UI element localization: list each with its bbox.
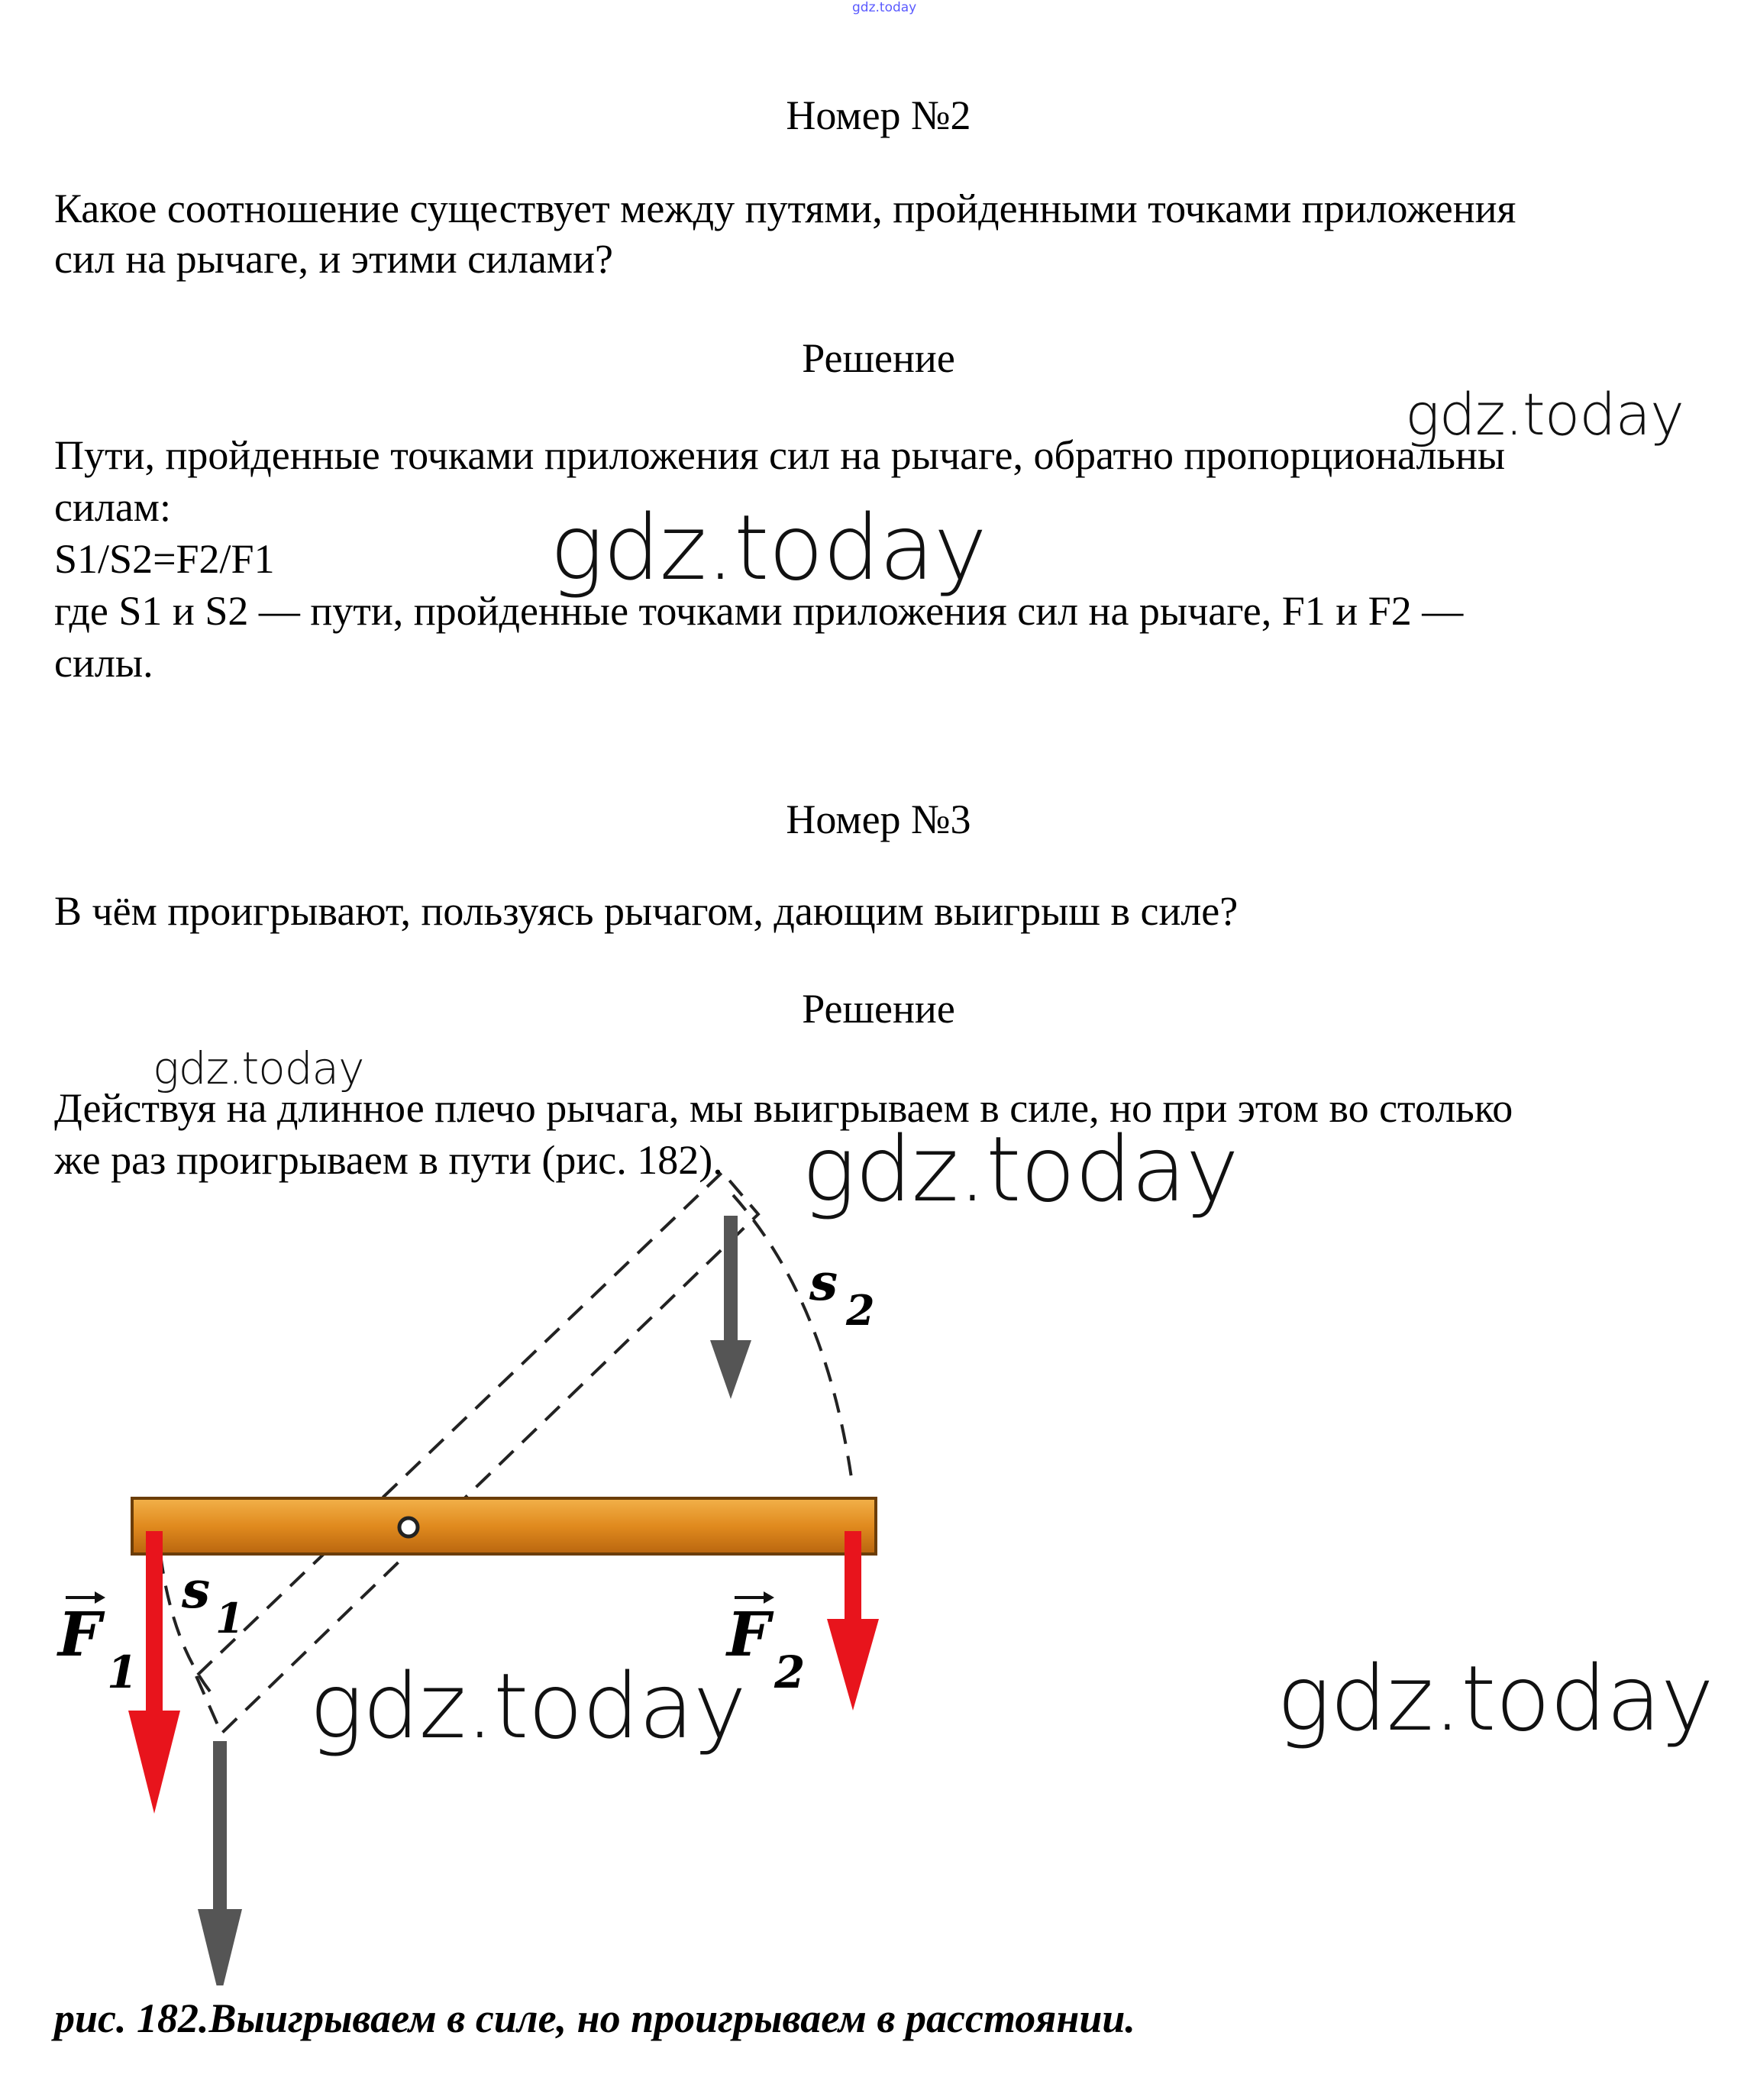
watermark-5: gdz.today xyxy=(309,1653,746,1759)
watermark-2: gdz.today xyxy=(550,495,987,600)
task2-answer-line2: силам: xyxy=(54,484,171,530)
task2-formula: S1/S2=F2/F1 xyxy=(54,536,275,582)
watermark-1: gdz.today xyxy=(1405,380,1684,448)
task2-solution-heading: Решение xyxy=(802,335,955,381)
label-s2-sub: 2 xyxy=(846,1286,875,1335)
rotated-lever-outline xyxy=(196,1172,758,1733)
task3-solution-heading: Решение xyxy=(802,986,955,1032)
displacement-arrow-top xyxy=(710,1216,751,1399)
label-f2: F xyxy=(727,1598,770,1670)
lever-bar xyxy=(132,1498,876,1554)
task2-answer-line4: где S1 и S2 — пути, пройденные точками приложения сил на рычаге, F1 и F2 — xyxy=(54,588,1464,634)
label-f2-sub: 2 xyxy=(774,1646,806,1698)
label-f1: F xyxy=(58,1598,102,1670)
task2-question-line2: сил на рычаге, и этими силами? xyxy=(54,236,613,282)
pivot-icon xyxy=(399,1518,418,1536)
label-s1-sub: 1 xyxy=(215,1594,244,1643)
task3-question: В чём проигрывают, пользуясь рычагом, дающим выигрыш в силе? xyxy=(54,888,1239,934)
displacement-arrow-bottom xyxy=(198,1741,242,1985)
watermark-3: gdz.today xyxy=(153,1042,364,1094)
watermark-6: gdz.today xyxy=(1277,1646,1713,1751)
force-arrow-f2 xyxy=(827,1531,879,1711)
task2-heading: Номер №2 xyxy=(786,92,971,138)
task3-answer-line1: Действуя на длинное плечо рычага, мы выигрываем в силе, но при этом во столько xyxy=(54,1085,1513,1131)
label-s2: s xyxy=(809,1252,838,1312)
label-s1: s xyxy=(182,1560,211,1620)
label-f1-sub: 1 xyxy=(107,1646,138,1698)
task3-heading: Номер №3 xyxy=(786,796,971,842)
lever-figure xyxy=(0,1145,916,1985)
task2-question-line1: Какое соотношение существует между путями, пройденными точками приложения xyxy=(54,186,1516,231)
task2-answer-line1: Пути, пройденные точками приложения сил на рычаге, обратно пропорциональны xyxy=(54,432,1506,478)
s2-arc xyxy=(733,1195,851,1478)
task2-answer-line5: силы. xyxy=(54,640,153,686)
task3-answer-line2: же раз проигрываем в пути (рис. 182). xyxy=(54,1137,723,1183)
top-watermark: gdz.today xyxy=(852,0,917,15)
watermark-4: gdz.today xyxy=(802,1116,1239,1222)
figure-caption: рис. 182.Выигрываем в силе, но проигрываем в расстоянии. xyxy=(54,1995,1135,2041)
